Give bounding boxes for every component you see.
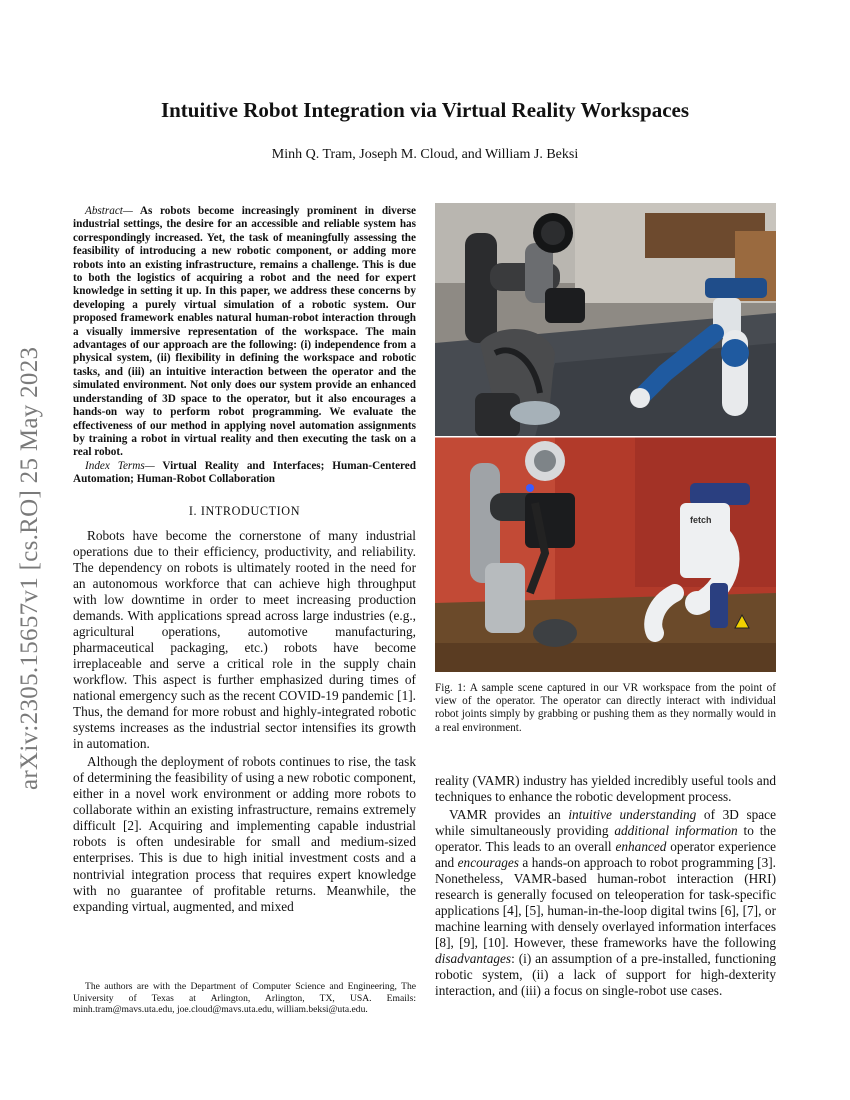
index-terms-label: Index Terms— (85, 459, 155, 472)
arxiv-identifier: arXiv:2305.15657v1 [cs.RO] 25 May 2023 (16, 346, 43, 790)
paper-title: Intuitive Robot Integration via Virtual Reality Workspaces (160, 98, 690, 122)
index-terms-text: Virtual Reality and Interfaces; Human-Centered Automation; Human-Robot Collaboration (73, 459, 416, 486)
figure-caption: Fig. 1: A sample scene captured in our VR workspace from the point of view of the operator. The operator can directly interact with individual robot joints simply by grabbing or pushing them as they normally would in a real environment. (435, 682, 776, 734)
index-terms (73, 460, 416, 487)
para3-text-3: to the operator. This leads to an overall (435, 822, 776, 854)
intro-paragraph-2-continued: reality (VAMR) industry has yielded incredibly useful tools and techniques to enhance the robotic development process. (435, 772, 776, 804)
abstract (73, 205, 416, 460)
intro-paragraph-2: Although the deployment of robots continues to rise, the task of determining the feasibility of using a new robotic component, either in a novel work environment or adding more robots to collaborate within an existing infrastructure, remains extremely difficult [2]. Acquiring and implementing capable industrial robots is often undesirable for small and medium-sized enterprises. This is due to high initial investment costs and a nontrivial integration process that requires expert knowledge with no guarantee of profitable returns. Meanwhile, the expanding virtual, augmented, and mixed (73, 754, 416, 914)
para3-emphasis-4: encourages (457, 855, 519, 871)
abstract-text: As robots become increasingly prominent in diverse industrial settings, the desire for an accessible and reliable system has correspondingly increased. Yet, the task of meaningfully assessing the feasibility of introducing a new robotic component, or adding more robots into an existing infrastructure, remains a challenge. This is due to both the logistics of acquiring a robot and the need for expert knowledge in setting it up. In this paper, we address these concerns by developing a purely virtual simulation of a robotic system. Our proposed framework enables natural human-robot interaction through a visually immersive representation of the workspace. The main advantages of our approach are the following: (i) independence from a physical system, (ii) flexibility in defining the workspace and robotic tasks, and (iii) an intuitive interaction between the operator and the simulated environment. Not only does our system provide an enhanced understanding of 3D space to the operator, but it also encourages a hands-on way to perform robot programming. We evaluate the effectiveness of our method in applying novel automation assignments by training a robot in virtual reality and then executing the task on a real robot. (73, 205, 416, 459)
figure-vr-workspace (435, 203, 776, 672)
intro-paragraph-3 (435, 807, 776, 1000)
author-list: Minh Q. Tram, Joseph M. Cloud, and William J. Beksi (271, 147, 579, 162)
right-column (435, 203, 776, 999)
author-affiliation-footnote: The authors are with the Department of Computer Science and Engineering, The University of Texas at Arlington, Arlington, TX, USA. Emails: minh.tram@mavs.uta.edu, joe.cloud@mavs.uta.edu, william.beksi@uta.edu. (73, 981, 416, 1016)
para3-text-5: a hands-on approach to robot programming [3]. Nonetheless, VAMR-based human-robot interaction (HRI) research is generally focused on teleoperation for task-specific applications [4], [5], human-in-the-loop digital twins [6], [7], or machine learning with densely overlayed information interfaces [8], [9], [10]. However, these frameworks have the following (435, 855, 776, 951)
real-scene-panel (435, 437, 776, 672)
para3-emphasis-2: additional information (614, 822, 738, 838)
fetch-label: fetch (690, 515, 712, 525)
intro-paragraph-1: Robots have become the cornerstone of many industrial operations due to their efficiency, productivity, and reliability. The dependency on robots is ultimately rooted in the need for an autonomous workforce that can achieve high throughput with low downtime in order to meet increasing production demands. With applications spread across large industries (e.g., agricultural operations, automotive manufacturing, pharmaceutical packaging, etc.) robots have become irreplaceable and serve a critical role in the supply chain workflow. This aspect is further emphasized during times of national emergency such as the recent COVID-19 pandemic [1]. Thus, the demand for more robust and highly-integrated robotic systems increases as the industrial sector intensifies its growth in automation. (73, 527, 416, 752)
virtual-scene-panel (435, 203, 776, 437)
vr-scene-image (435, 203, 776, 672)
abstract-label: Abstract— (85, 205, 133, 217)
left-column (73, 205, 416, 915)
para3-text-6: : (i) an assumption of a pre-installed, functioning robotic system, (ii) a lack of support for high-dexterity interaction, and (iii) a focus on single-robot use cases. (435, 951, 776, 999)
para3-text-2: of 3D space while simultaneously providing (435, 806, 776, 838)
para3-emphasis-1: intuitive understanding (568, 806, 697, 822)
para3-emphasis-5: disadvantages (435, 951, 512, 967)
para3-text-4: operator experience and (435, 839, 776, 871)
section-heading-introduction: I. INTRODUCTION (188, 503, 301, 518)
para3-emphasis-3: enhanced (615, 839, 667, 854)
para3-text-1: VAMR provides an (449, 806, 569, 822)
right-column-text (435, 773, 776, 1000)
